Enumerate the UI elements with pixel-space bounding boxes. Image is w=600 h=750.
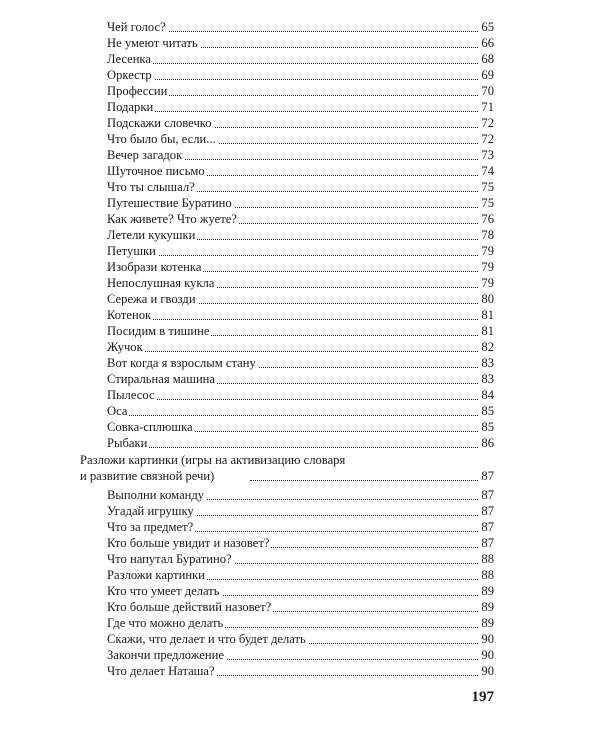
toc-entry-title: Непослушная кукла <box>107 276 215 290</box>
toc-entry-page: 83 <box>481 372 494 386</box>
toc-entry <box>0 308 600 323</box>
toc-entry <box>0 488 600 503</box>
toc-entry <box>0 244 600 259</box>
toc-entry <box>0 340 600 355</box>
toc-entry-page: 72 <box>481 132 494 146</box>
toc-entry-page: 68 <box>481 52 494 66</box>
toc-entry-title: Оркестр <box>107 68 152 82</box>
toc-entry-title: Кто больше увидит и назовет? <box>107 536 270 550</box>
dot-leader <box>110 79 490 80</box>
toc-entry-page: 87 <box>481 520 494 534</box>
dot-leader <box>250 480 490 481</box>
toc-entry-page: 87 <box>481 488 494 502</box>
toc-entry <box>0 100 600 115</box>
toc-entry <box>0 632 600 647</box>
toc-entry <box>0 568 600 583</box>
toc-entry-title: Оса <box>107 404 128 418</box>
toc-entry-page: 89 <box>481 584 494 598</box>
toc-entry-title: Угадай игрушку <box>107 504 194 518</box>
toc-entry <box>0 180 600 195</box>
toc-entry-title: Закончи предложение <box>107 648 224 662</box>
toc-entry-title: Сережа и гвозди <box>107 292 196 306</box>
toc-entry-title: Жучок <box>107 340 143 354</box>
toc-entry-title: Стиральная машина <box>107 372 216 386</box>
toc-entry-title: Что делает Наташа? <box>107 664 215 678</box>
dot-leader <box>110 111 490 112</box>
toc-entry <box>0 212 600 227</box>
dot-leader <box>110 319 490 320</box>
toc-entry <box>0 372 600 387</box>
toc-entry-page: 87 <box>481 504 494 518</box>
toc-entry <box>0 260 600 275</box>
toc-entry <box>0 600 600 615</box>
toc-entry-title: Профессии <box>107 84 168 98</box>
toc-entry-page: 81 <box>481 324 494 338</box>
toc-entry <box>0 228 600 243</box>
toc-entry-title: Что за предмет? <box>107 520 194 534</box>
toc-entry <box>0 164 600 179</box>
toc-entry <box>0 520 600 535</box>
toc-entry-title: Где что можно делать <box>107 616 224 630</box>
toc-entry-page: 88 <box>481 552 494 566</box>
toc-entry-title: Что ты слышал? <box>107 180 195 194</box>
toc-entry-title: Что напутал Буратино? <box>107 552 232 566</box>
dot-leader <box>110 63 490 64</box>
toc-entry-title: Котенок <box>107 308 152 322</box>
dot-leader <box>110 399 490 400</box>
toc-entry <box>0 552 600 567</box>
toc-entry-title: Изобрази котенка <box>107 260 202 274</box>
dot-leader <box>110 415 490 416</box>
toc-entry-page: 70 <box>481 84 494 98</box>
toc-entry-page: 84 <box>481 388 494 402</box>
section-entry <box>0 469 600 484</box>
toc-entry-title: Разложи картинки <box>107 568 205 582</box>
toc-entry <box>0 504 600 519</box>
toc-entry-title: Лесенка <box>107 52 151 66</box>
toc-entry <box>0 20 600 35</box>
section-title-line1: Разложи картинки (игры на активизацию словаря <box>80 453 346 467</box>
toc-entry <box>0 84 600 99</box>
toc-entry-page: 85 <box>481 420 494 434</box>
toc-entry-page: 83 <box>481 356 494 370</box>
section-page: 87 <box>481 469 494 483</box>
dot-leader <box>110 447 490 448</box>
toc-entry <box>0 292 600 307</box>
toc-entry-title: Что было бы, если... <box>107 132 216 146</box>
toc-entry-page: 90 <box>481 648 494 662</box>
toc-entry-title: Не умеют читать <box>107 36 198 50</box>
toc-entry-title: Путешествие Буратино <box>107 196 232 210</box>
toc-entry-title: Рыбаки <box>107 436 148 450</box>
toc-entry <box>0 276 600 291</box>
toc-entry-page: 88 <box>481 568 494 582</box>
toc-entry-page: 80 <box>481 292 494 306</box>
toc-entry <box>0 420 600 435</box>
toc-entry <box>0 664 600 679</box>
toc-entry-title: Петушки <box>107 244 156 258</box>
toc-entry-page: 66 <box>481 36 494 50</box>
dot-leader <box>110 255 490 256</box>
toc-entry-page: 89 <box>481 616 494 630</box>
toc-entry-page: 75 <box>481 180 494 194</box>
toc-entry-page: 78 <box>481 228 494 242</box>
toc-entry-title: Кто что умеет делать <box>107 584 220 598</box>
toc-entry <box>0 52 600 67</box>
toc-entry-page: 72 <box>481 116 494 130</box>
toc-entry-page: 73 <box>481 148 494 162</box>
toc-entry-page: 65 <box>481 20 494 34</box>
toc-entry-page: 79 <box>481 244 494 258</box>
toc-entry-title: Подарки <box>107 100 154 114</box>
toc-entry-page: 79 <box>481 260 494 274</box>
toc-entry-page: 89 <box>481 600 494 614</box>
toc-entry-title: Вот когда я взрослым стану <box>107 356 256 370</box>
toc-entry-title: Выполни команду <box>107 488 205 502</box>
toc-entry <box>0 36 600 51</box>
toc-entry <box>0 148 600 163</box>
toc-entry <box>0 404 600 419</box>
toc-entry-page: 85 <box>481 404 494 418</box>
toc-entry-page: 71 <box>481 100 494 114</box>
page-number: 197 <box>471 689 494 705</box>
toc-entry-page: 75 <box>481 196 494 210</box>
toc-entry-title: Летели кукушки <box>107 228 196 242</box>
toc-entry-page: 90 <box>481 632 494 646</box>
toc-entry-title: Пылесос <box>107 388 155 402</box>
section-title-line2: и развитие связной речи) <box>80 469 215 483</box>
toc-entry <box>0 536 600 551</box>
toc-entry-title: Совка-сплюшка <box>107 420 193 434</box>
toc-entry-page: 74 <box>481 164 494 178</box>
toc-entry-title: Посидим в тишине <box>107 324 210 338</box>
toc-entry-title: Как живете? Что жуете? <box>107 212 237 226</box>
toc-entry <box>0 132 600 147</box>
toc-entry-page: 87 <box>481 536 494 550</box>
toc-entry <box>0 584 600 599</box>
toc-entry <box>0 436 600 451</box>
toc-entry <box>0 356 600 371</box>
toc-entry <box>0 324 600 339</box>
dot-leader <box>110 351 490 352</box>
toc-entry <box>0 648 600 663</box>
toc-entry-page: 86 <box>481 436 494 450</box>
toc-entry-page: 82 <box>481 340 494 354</box>
toc-entry <box>0 196 600 211</box>
toc-entry-title: Вечер загадок <box>107 148 183 162</box>
toc-entry <box>0 68 600 83</box>
toc-entry-title: Шуточное письмо <box>107 164 205 178</box>
toc-entry-page: 69 <box>481 68 494 82</box>
toc-entry-title: Подскажи словечко <box>107 116 212 130</box>
toc-entry-page: 76 <box>481 212 494 226</box>
toc-entry <box>0 116 600 131</box>
toc-entry-title: Чей голос? <box>107 20 166 34</box>
toc-entry-title: Скажи, что делает и что будет делать <box>107 632 306 646</box>
toc-entry-page: 79 <box>481 276 494 290</box>
toc-entry <box>0 388 600 403</box>
toc-entry-page: 90 <box>481 664 494 678</box>
toc-entry <box>0 616 600 631</box>
toc-entry-title: Кто больше действий назовет? <box>107 600 272 614</box>
toc-entry-page: 81 <box>481 308 494 322</box>
